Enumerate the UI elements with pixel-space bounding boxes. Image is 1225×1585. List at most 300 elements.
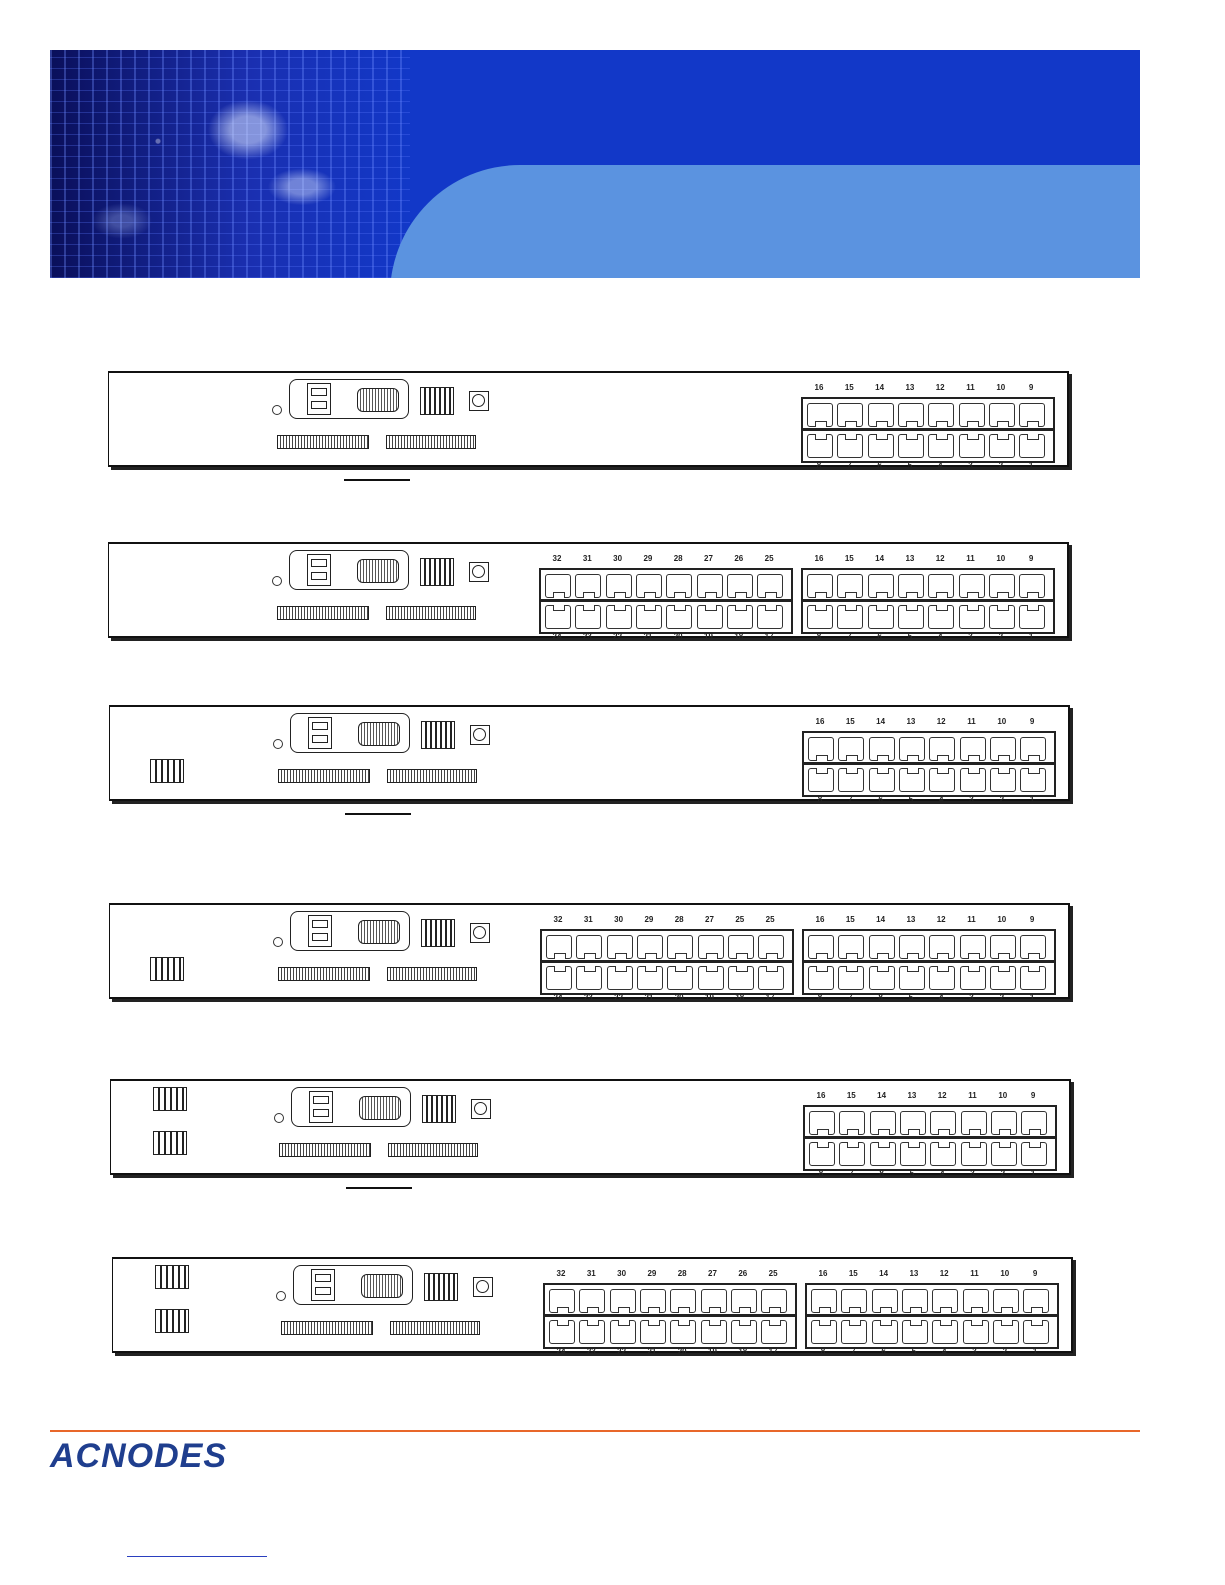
port-number-label: 15 bbox=[845, 717, 855, 726]
rj45-port bbox=[808, 935, 834, 959]
port-number-label: 14 bbox=[876, 717, 886, 726]
port-number-label: 6 bbox=[881, 1347, 886, 1356]
panel-3 bbox=[109, 705, 1070, 804]
port-number-label: 20 bbox=[674, 993, 684, 1002]
usb-vga-module bbox=[289, 550, 409, 590]
port-number-label: 10 bbox=[1000, 1269, 1010, 1278]
side-connector bbox=[150, 957, 184, 981]
rj45-port bbox=[868, 574, 894, 598]
port-number-label: 22 bbox=[617, 1347, 627, 1356]
rj45-port bbox=[869, 966, 895, 990]
status-led bbox=[272, 405, 282, 415]
port-number-label: 22 bbox=[613, 632, 623, 641]
rj45-port bbox=[838, 737, 864, 761]
rj45-port bbox=[1020, 935, 1046, 959]
daisy-chain-connector bbox=[387, 967, 477, 981]
port-number-label: 31 bbox=[582, 554, 592, 563]
port-number-label: 3 bbox=[969, 993, 974, 1002]
rj45-port bbox=[606, 574, 632, 598]
port-number-label: 15 bbox=[848, 1269, 858, 1278]
port-number-label: 27 bbox=[704, 554, 713, 563]
port-number-label: 14 bbox=[877, 1091, 887, 1100]
banner-swoosh bbox=[390, 165, 1140, 278]
rj45-port bbox=[838, 966, 864, 990]
rj45-port bbox=[761, 1289, 787, 1313]
rj45-port bbox=[928, 434, 954, 458]
rj45-port bbox=[809, 1142, 835, 1166]
daisy-chain-connector bbox=[388, 1143, 478, 1157]
panel-6 bbox=[112, 1257, 1073, 1356]
port-number-label: 6 bbox=[877, 461, 882, 470]
port-number-label: 8 bbox=[879, 1169, 884, 1178]
rj45-port bbox=[807, 403, 833, 427]
port-number-label: 19 bbox=[705, 993, 714, 1002]
port-number-label: 9 bbox=[1032, 1269, 1038, 1278]
rj45-port bbox=[546, 935, 572, 959]
power-connector bbox=[473, 1277, 493, 1297]
port-number-label: 5 bbox=[911, 1347, 917, 1356]
rj45-port bbox=[576, 935, 602, 959]
rj45-port bbox=[989, 605, 1015, 629]
port-number-label: 7 bbox=[851, 1347, 856, 1356]
port-number-label: 1 bbox=[1030, 1169, 1036, 1178]
rj45-port bbox=[899, 737, 925, 761]
port-number-label: 16 bbox=[815, 717, 825, 726]
power-connector bbox=[469, 562, 489, 582]
vga-port bbox=[357, 559, 399, 583]
rj45-port bbox=[990, 768, 1016, 792]
port-number-label: 14 bbox=[879, 1269, 889, 1278]
port-number-label: 31 bbox=[583, 915, 593, 924]
rj45-port bbox=[610, 1289, 636, 1313]
port-row-divider bbox=[803, 599, 1053, 602]
status-led bbox=[274, 1113, 284, 1123]
rj45-port bbox=[963, 1320, 989, 1344]
power-connector bbox=[470, 923, 490, 943]
vga-port bbox=[358, 722, 400, 746]
rj45-port bbox=[841, 1320, 867, 1344]
port-group-1-16 bbox=[802, 929, 1056, 995]
rj45-port bbox=[961, 1111, 987, 1135]
rj45-port bbox=[667, 935, 693, 959]
port-number-label: 14 bbox=[876, 915, 886, 924]
usb-vga-module bbox=[290, 713, 410, 753]
port-number-label: 15 bbox=[844, 383, 854, 392]
port-number-label: 2 bbox=[1000, 1169, 1006, 1178]
port-group-1-16 bbox=[801, 397, 1055, 463]
power-connector bbox=[470, 725, 490, 745]
power-connector bbox=[469, 391, 489, 411]
port-group-17-32 bbox=[543, 1283, 797, 1349]
port-number-label: 13 bbox=[909, 1269, 919, 1278]
rj45-port bbox=[701, 1289, 727, 1313]
port-number-label: 4 bbox=[938, 795, 944, 804]
daisy-chain-connector bbox=[386, 435, 476, 449]
side-connector bbox=[155, 1265, 189, 1289]
rj45-port bbox=[899, 966, 925, 990]
rj45-port bbox=[701, 1320, 727, 1344]
port-group-17-32 bbox=[539, 568, 793, 634]
vga-port bbox=[357, 388, 399, 412]
port-number-label: 8 bbox=[818, 1169, 824, 1178]
port-number-label: 8 bbox=[817, 795, 823, 804]
port-number-label: 29 bbox=[647, 1269, 657, 1278]
port-number-label: 12 bbox=[935, 554, 945, 563]
port-number-label: 5 bbox=[908, 993, 914, 1002]
rj45-port bbox=[960, 935, 986, 959]
rj45-port bbox=[636, 574, 662, 598]
port-number-label: 10 bbox=[996, 383, 1006, 392]
rj45-port bbox=[872, 1289, 898, 1313]
port-number-label: 13 bbox=[906, 717, 916, 726]
caption-underline bbox=[346, 1187, 412, 1189]
port-number-label: 8 bbox=[816, 632, 822, 641]
rj45-port bbox=[637, 935, 663, 959]
rj45-port bbox=[698, 935, 724, 959]
port-number-label: 25 bbox=[768, 1269, 778, 1278]
rj45-port bbox=[929, 737, 955, 761]
port-row-divider bbox=[542, 960, 792, 963]
port-number-label: 17 bbox=[765, 993, 775, 1002]
rj45-port bbox=[757, 605, 783, 629]
rj45-port bbox=[636, 605, 662, 629]
port-number-label: 21 bbox=[643, 632, 653, 641]
port-number-label: 23 bbox=[583, 993, 593, 1002]
circuit-board-image bbox=[50, 50, 410, 278]
port-number-label: 2 bbox=[998, 632, 1004, 641]
port-number-label: 26 bbox=[734, 554, 744, 563]
rj45-port bbox=[898, 434, 924, 458]
rj45-port bbox=[727, 574, 753, 598]
rj45-port bbox=[575, 574, 601, 598]
port-number-label: 20 bbox=[673, 632, 683, 641]
status-led bbox=[273, 937, 283, 947]
port-number-label: 29 bbox=[644, 915, 654, 924]
rj45-port bbox=[1020, 768, 1046, 792]
port-number-label: 11 bbox=[966, 383, 975, 392]
port-number-label: 15 bbox=[844, 554, 854, 563]
port-number-label: 3 bbox=[968, 461, 973, 470]
daisy-chain-connector bbox=[390, 1321, 480, 1335]
footer-link-underline[interactable] bbox=[127, 1556, 267, 1557]
port-number-label: 18 bbox=[738, 1347, 748, 1356]
port-number-label: 24 bbox=[553, 993, 563, 1002]
port-row-divider bbox=[807, 1314, 1057, 1317]
rj45-port bbox=[960, 768, 986, 792]
port-number-label: 19 bbox=[704, 632, 713, 641]
port-number-label: 11 bbox=[970, 1269, 979, 1278]
port-number-label: 4 bbox=[941, 1347, 947, 1356]
vga-port bbox=[358, 920, 400, 944]
port-number-label: 7 bbox=[848, 795, 853, 804]
port-group-1-16 bbox=[803, 1105, 1057, 1171]
port-number-label: 13 bbox=[906, 915, 916, 924]
rj45-port bbox=[727, 605, 753, 629]
rj45-port bbox=[838, 768, 864, 792]
rj45-port bbox=[837, 574, 863, 598]
rj45-port bbox=[1023, 1289, 1049, 1313]
rj45-port bbox=[637, 966, 663, 990]
network-port bbox=[421, 919, 455, 947]
port-number-label: 13 bbox=[905, 554, 915, 563]
port-number-label: 11 bbox=[967, 915, 976, 924]
rj45-port bbox=[959, 605, 985, 629]
rj45-port bbox=[670, 1320, 696, 1344]
rj45-port bbox=[809, 1111, 835, 1135]
port-number-label: 10 bbox=[996, 554, 1006, 563]
port-number-label: 25 bbox=[765, 915, 775, 924]
port-number-label: 25 bbox=[764, 554, 774, 563]
port-number-label: 10 bbox=[997, 915, 1007, 924]
rj45-port bbox=[868, 434, 894, 458]
panel-4 bbox=[109, 903, 1070, 1002]
port-number-label: 2 bbox=[999, 993, 1005, 1002]
caption-underline bbox=[344, 479, 410, 481]
rj45-port bbox=[932, 1320, 958, 1344]
port-number-label: 9 bbox=[1030, 1091, 1036, 1100]
network-port bbox=[420, 387, 454, 415]
rj45-port bbox=[666, 605, 692, 629]
rj45-port bbox=[989, 403, 1015, 427]
header-banner bbox=[50, 50, 1140, 278]
rj45-port bbox=[549, 1320, 575, 1344]
rj45-port bbox=[928, 403, 954, 427]
port-number-label: 23 bbox=[586, 1347, 596, 1356]
port-number-label: 8 bbox=[820, 1347, 826, 1356]
network-port bbox=[422, 1095, 456, 1123]
rj45-port bbox=[990, 935, 1016, 959]
port-number-label: 9 bbox=[1029, 915, 1035, 924]
rj45-port bbox=[928, 605, 954, 629]
rj45-port bbox=[607, 966, 633, 990]
rj45-port bbox=[1021, 1111, 1047, 1135]
port-number-label: 28 bbox=[677, 1269, 687, 1278]
port-row-divider bbox=[804, 960, 1054, 963]
rj45-port bbox=[549, 1289, 575, 1313]
port-number-label: 6 bbox=[877, 632, 882, 641]
rj45-port bbox=[1019, 574, 1045, 598]
port-number-label: 1 bbox=[1032, 1347, 1038, 1356]
rj45-port bbox=[728, 935, 754, 959]
port-number-label: 13 bbox=[907, 1091, 917, 1100]
port-number-label: 5 bbox=[909, 1169, 915, 1178]
rj45-port bbox=[1019, 403, 1045, 427]
usb-port bbox=[308, 717, 332, 749]
usb-vga-module bbox=[290, 911, 410, 951]
port-number-label: 10 bbox=[998, 1091, 1008, 1100]
usb-vga-module bbox=[289, 379, 409, 419]
port-number-label: 13 bbox=[905, 383, 915, 392]
side-connector bbox=[153, 1131, 187, 1155]
port-number-label: 20 bbox=[677, 1347, 687, 1356]
usb-port bbox=[307, 554, 331, 586]
rj45-port bbox=[841, 1289, 867, 1313]
usb-port bbox=[311, 1269, 335, 1301]
port-number-label: 32 bbox=[552, 554, 562, 563]
power-connector bbox=[471, 1099, 491, 1119]
acnodes-logo: ACNODES bbox=[50, 1437, 228, 1475]
caption-underline bbox=[345, 813, 411, 815]
port-number-label: 32 bbox=[553, 915, 563, 924]
rj45-port bbox=[929, 966, 955, 990]
rj45-port bbox=[899, 768, 925, 792]
rj45-port bbox=[960, 966, 986, 990]
rj45-port bbox=[900, 1111, 926, 1135]
rj45-port bbox=[929, 768, 955, 792]
daisy-chain-connector bbox=[281, 1321, 373, 1335]
port-number-label: 16 bbox=[818, 1269, 828, 1278]
port-number-label: 10 bbox=[997, 717, 1007, 726]
port-row-divider bbox=[805, 1136, 1055, 1139]
rj45-port bbox=[808, 966, 834, 990]
rj45-port bbox=[607, 935, 633, 959]
port-number-label: 11 bbox=[968, 1091, 977, 1100]
port-number-label: 21 bbox=[644, 993, 654, 1002]
status-led bbox=[272, 576, 282, 586]
daisy-chain-connector bbox=[279, 1143, 371, 1157]
daisy-chain-connector bbox=[277, 606, 369, 620]
port-number-label: 26 bbox=[738, 1269, 748, 1278]
rj45-port bbox=[808, 768, 834, 792]
port-number-label: 5 bbox=[907, 632, 913, 641]
port-number-label: 4 bbox=[939, 1169, 945, 1178]
rj45-port bbox=[991, 1111, 1017, 1135]
port-number-label: 28 bbox=[674, 915, 684, 924]
port-number-label: 12 bbox=[936, 717, 946, 726]
port-number-label: 24 bbox=[552, 632, 562, 641]
port-number-label: 7 bbox=[847, 632, 852, 641]
rj45-port bbox=[640, 1289, 666, 1313]
rj45-port bbox=[993, 1320, 1019, 1344]
port-row-divider bbox=[545, 1314, 795, 1317]
rj45-port bbox=[1019, 605, 1045, 629]
rj45-port bbox=[898, 574, 924, 598]
rj45-port bbox=[930, 1111, 956, 1135]
port-number-label: 17 bbox=[768, 1347, 778, 1356]
side-connector bbox=[150, 759, 184, 783]
port-number-label: 1 bbox=[1028, 461, 1034, 470]
port-number-label: 32 bbox=[556, 1269, 566, 1278]
vga-port bbox=[361, 1274, 403, 1298]
daisy-chain-connector bbox=[387, 769, 477, 783]
rj45-port bbox=[869, 935, 895, 959]
port-number-label: 1 bbox=[1028, 632, 1034, 641]
port-number-label: 8 bbox=[816, 461, 822, 470]
port-number-label: 2 bbox=[999, 795, 1005, 804]
rj45-port bbox=[606, 605, 632, 629]
port-number-label: 3 bbox=[969, 795, 974, 804]
port-number-label: 5 bbox=[908, 795, 914, 804]
network-port bbox=[420, 558, 454, 586]
rj45-port bbox=[837, 403, 863, 427]
rj45-port bbox=[1019, 434, 1045, 458]
rj45-port bbox=[545, 574, 571, 598]
port-number-label: 11 bbox=[966, 554, 975, 563]
rj45-port bbox=[757, 574, 783, 598]
port-number-label: 8 bbox=[878, 993, 883, 1002]
port-number-label: 14 bbox=[875, 554, 885, 563]
port-number-label: 4 bbox=[937, 461, 943, 470]
rj45-port bbox=[959, 434, 985, 458]
rj45-port bbox=[991, 1142, 1017, 1166]
rj45-port bbox=[807, 434, 833, 458]
port-number-label: 17 bbox=[764, 632, 774, 641]
port-number-label: 15 bbox=[845, 915, 855, 924]
rj45-port bbox=[697, 574, 723, 598]
port-number-label: 25 bbox=[735, 915, 745, 924]
port-number-label: 21 bbox=[647, 1347, 657, 1356]
network-port bbox=[424, 1273, 458, 1301]
rj45-port bbox=[579, 1289, 605, 1313]
port-number-label: 16 bbox=[814, 554, 824, 563]
port-group-1-16 bbox=[805, 1283, 1059, 1349]
rj45-port bbox=[1023, 1320, 1049, 1344]
port-number-label: 5 bbox=[907, 461, 913, 470]
rj45-port bbox=[932, 1289, 958, 1313]
port-number-label: 18 bbox=[735, 993, 745, 1002]
rj45-port bbox=[758, 966, 784, 990]
port-number-label: 12 bbox=[936, 915, 946, 924]
rj45-port bbox=[869, 737, 895, 761]
rj45-port bbox=[900, 1142, 926, 1166]
rj45-port bbox=[1020, 966, 1046, 990]
port-row-divider bbox=[804, 762, 1054, 765]
port-number-label: 12 bbox=[935, 383, 945, 392]
rj45-port bbox=[990, 737, 1016, 761]
rj45-port bbox=[546, 966, 572, 990]
rj45-port bbox=[870, 1142, 896, 1166]
rj45-port bbox=[959, 574, 985, 598]
rj45-port bbox=[929, 935, 955, 959]
port-number-label: 16 bbox=[814, 383, 824, 392]
rj45-port bbox=[960, 737, 986, 761]
rj45-port bbox=[807, 605, 833, 629]
daisy-chain-connector bbox=[278, 967, 370, 981]
rj45-port bbox=[837, 605, 863, 629]
rj45-port bbox=[993, 1289, 1019, 1313]
rj45-port bbox=[811, 1320, 837, 1344]
rj45-port bbox=[930, 1142, 956, 1166]
port-number-label: 3 bbox=[972, 1347, 977, 1356]
rj45-port bbox=[990, 966, 1016, 990]
rj45-port bbox=[579, 1320, 605, 1344]
port-number-label: 8 bbox=[817, 993, 823, 1002]
rj45-port bbox=[670, 1289, 696, 1313]
port-number-label: 12 bbox=[937, 1091, 947, 1100]
rj45-port bbox=[989, 434, 1015, 458]
port-number-label: 14 bbox=[875, 383, 885, 392]
port-number-label: 30 bbox=[613, 554, 623, 563]
port-number-label: 27 bbox=[705, 915, 714, 924]
rj45-port bbox=[808, 737, 834, 761]
footer-divider bbox=[50, 1430, 1140, 1432]
rj45-port bbox=[838, 935, 864, 959]
port-number-label: 9 bbox=[1028, 383, 1034, 392]
usb-port bbox=[309, 1091, 333, 1123]
usb-port bbox=[307, 383, 331, 415]
rj45-port bbox=[666, 574, 692, 598]
port-group-17-32 bbox=[540, 929, 794, 995]
port-number-label: 7 bbox=[848, 993, 853, 1002]
status-led bbox=[273, 739, 283, 749]
port-number-label: 24 bbox=[556, 1347, 566, 1356]
panel-5 bbox=[110, 1079, 1071, 1178]
rj45-port bbox=[610, 1320, 636, 1344]
rj45-port bbox=[758, 935, 784, 959]
rj45-port bbox=[731, 1320, 757, 1344]
rj45-port bbox=[575, 605, 601, 629]
port-number-label: 2 bbox=[998, 461, 1004, 470]
